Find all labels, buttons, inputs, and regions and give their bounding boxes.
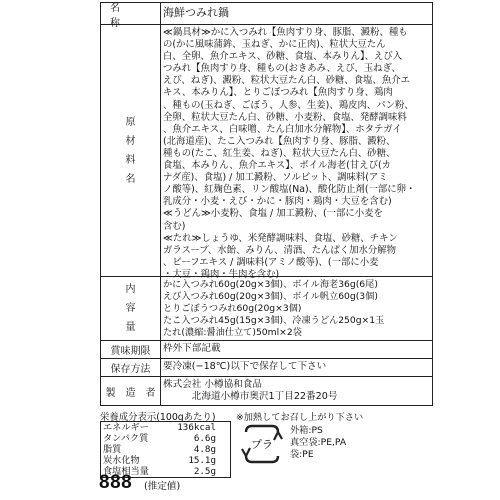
contents-text: かに入つみれ60g(20g×3個)、ボイル海老36g(6尾) えび入つみれ60g(20g×3個)、ボイル帆立60g(3個) とりごぼうつみれ60g(20g×3個) たこ入つみれ45g(15g×3個)、冷凍うどん250g×1玉 たれ(濃縮:醤油仕立て)50ml×2袋 [163, 278, 385, 338]
nutrition-table [100, 421, 231, 478]
ingredients-label-char: 原 [125, 116, 136, 128]
maker-row [101, 377, 432, 405]
contents-label-char: 量 [125, 322, 136, 333]
expiry-value: 枠外下部記載 [163, 343, 221, 355]
contents-label-char: 容 [125, 303, 136, 314]
maker-value: 株式会社 小樽協和食品 北海道小樽市奥沢1丁目22番20号 [163, 378, 338, 402]
nutrition-value: 4.8g [193, 444, 216, 455]
nutrition-name: タンパク質 [103, 433, 149, 444]
ingredients-label-char: 名 [125, 173, 136, 185]
ingredients-label-char: 料 [125, 154, 136, 166]
expiry-label: 賞味期限 [101, 341, 161, 358]
ingredients-label [101, 25, 161, 276]
nutrition-name: 炭水化物 [103, 455, 140, 466]
price-note: (推定値) [144, 481, 181, 492]
nutrition-value: 136kcal [177, 422, 216, 433]
name-row [101, 2, 432, 29]
food-label-table [100, 2, 433, 406]
contents-row [101, 277, 432, 341]
name-label: 名 称 [101, 3, 161, 24]
recycle-mark-text: プラ [251, 438, 273, 451]
storage-row [101, 359, 432, 377]
ingredients-row [101, 25, 432, 280]
ingredients-label-char: 材 [125, 135, 136, 147]
nutrition-row [101, 422, 230, 433]
ingredients-text: ≪鍋具材≫かに入つみれ【魚肉すり身、豚脂、澱粉、種も の(かに風味蒲鉾、玉ねぎ、かに正肉)、粒状大豆たん 白、全卵、魚介エキス、砂糖、食塩、本みりん】、えび入 つみれ【魚肉すり身、種もの(おきあみ、えび、玉ねぎ、 えび、ねぎ)、澱粉、粒状大豆たん白、砂糖、食塩、魚介エ キス、本みりん】、とりごぼつみれ【魚肉すり身、鶏肉 、種もの(玉ねぎ、ごぼう、人参、生姜)、鶏皮肉、パン粉、 全卵、粒状大豆たん白、砂糖、小麦粉、食塩、発酵調味料 、魚介エキス、白味噌、たん白加水分解物】、ホタテガイ (北海道産)、たこ入つみれ【魚肉すり身、豚脂、澱粉、 種もの(たこ、紅生姜、ねぎ)、粒状大豆たん白、砂糖、 食塩、本みりん、魚介エキス】、ボイル海老(甘えび(カ ナダ産)、食塩) / 加工澱粉、ソルビット、調味料(アミ ノ酸等)、紅麹色素、リン酸塩(Na)、酸化防止剤(一部に卵・ 乳成分・小麦・えび・かに・豚肉・鶏肉・大豆を含む) ≪うどん≫小麦粉、食塩 / 加工澱粉、(一部に小麦を 含む) ≪たれ≫しょうゆ、米発酵調味料、食塩、砂糖、チキン ガラスープ、水飴、みりん、清酒、たんぱく加水分解物 、ビーフエキス / 調味料(アミノ酸等)、(一部に小麦 ・大豆・鶏肉・牛肉を含む) [163, 27, 416, 280]
nutrition-name: 食塩相当量 [103, 466, 149, 477]
price: 888 [99, 472, 133, 493]
nutrition-row [101, 455, 230, 466]
heating-note: ※加熱してお召し上がり下さい [236, 412, 364, 423]
storage-value: 要冷凍(−18℃)以下で保存して下さい [163, 361, 327, 373]
nutrition-row [101, 444, 230, 455]
nutrition-name: エネルギー [103, 422, 149, 433]
nutrition-value: 15.1g [188, 455, 216, 466]
nutrition-value: 6.6g [193, 433, 216, 444]
storage-label: 保存方法 [101, 359, 161, 376]
packaging-materials: 外箱:PS 真空袋:PE,PA 袋:PE [290, 425, 347, 461]
nutrition-row [101, 433, 230, 444]
nutrition-title: 栄養成分表示(100gあたり) [100, 412, 216, 423]
nutrition-value: 2.5g [193, 466, 216, 477]
contents-label [101, 277, 161, 340]
maker-label: 製 造 者 [101, 377, 161, 405]
contents-label-char: 内 [125, 284, 136, 295]
pla-recycle-icon [240, 422, 284, 468]
product-name: 海鮮つみれ鍋 [163, 6, 229, 20]
nutrition-name: 脂質 [103, 444, 122, 455]
expiry-row [101, 341, 432, 359]
